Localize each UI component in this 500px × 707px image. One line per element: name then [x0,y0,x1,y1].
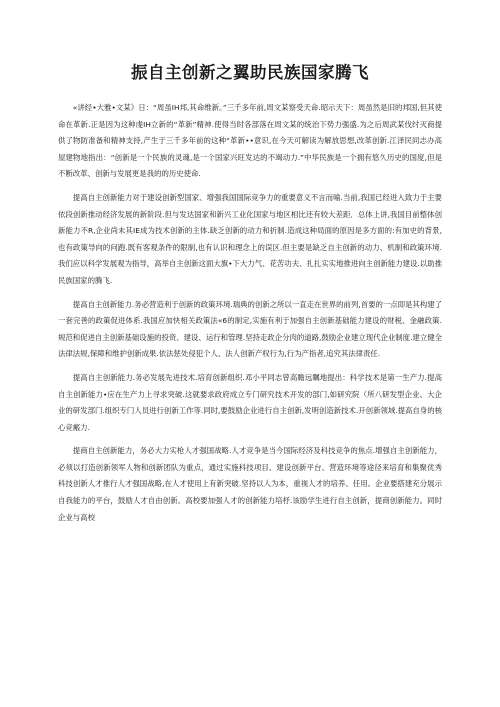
paragraph-3: 提高自主创新能力.务必营造利于创新的政策环境.瑞典的创新之所以一直走在世界的前列,首要的一点即是其构建了一套完善的政策促进体系.我国应加快相关政策法«6的制定,实施有利于加强自主创新基础能力建设的财税、金融政策.规范和促进自主创新基础设施的投资、建设、运行和管理.坚持走政企分肉的道路,鼓励企业建立现代企业制度.建立健全法律法规,保障和维护创新成果.依法惩处侵犯个人、法人创新产权行为,行为产指者,追究其法律责任. [58,299,442,359]
paragraph-1: «讲经•大雅•文某》日：“周虽IH邦,其命维新。”三千多年前,周文某察受天命.昭示天下：周虽然是旧的邦国,但其使命在革新.正是因为这种虔IH立新的“革新”精神.使得当时各部落在周文某的统治下势力强盛.为之后周武某伐纣灭商提供了物防准备和精神支持,产生于三千多年前的这种“革新••意识,在今天可解读为解放思想,改革创新.江泽民同志办高屋建物地指出：“创新是一个民族的灵魂,是一个国家兴旺发达的不竭动力.”中华民族是一个拥有悠久历史的国度,但是不断改革、创新与发展更是我的的历史使命. [58,103,442,179]
paragraph-2: 提高自主创新能力对于建设创新型国家、增强我国国际竞争力的重要意义不言而喻.当前,我国已经进入致力于主要依段创新推动经济发展的新阶段.但与发达国家和新兴工业化国家与地区相比还有较大差距．总体上讲,我国目前整体创新能力不R,企业尚未其IE成为技术创新的主体.缺乏创新的动力和折制.造成这种局面的原因是多方面的:有加史的背景,也有政策导向的问跑.既有客观条件的限制,也有认识和理念上的误区.但主要是缺乏自主创新的动力、机制和政策环境.我们应以科学发展观为指导，高举自主创新这面大旗•下大力气、花苦功夫、扎扎实实地推进向主创新能力建设.以助推民族国家的腾飞. [58,192,442,285]
paragraph-4: 提高自主创新能力.务必发展先进技术.培育创新组织.邓小平同志曾高瞻远瞩地提出：科学技术是第一生产力.提高自主创新能力•应在生产力上寻求突破.这就要求政府成立专门研究技术开发的部门,如研究院（所八研发型企业、大企业的研发部门.组织专门人员进行创新工作等.同时,要鼓励企业进行自主创新,发明创造新技术.开创新领域.提高自身的核心竞瘢力. [58,372,442,432]
document-title: 振自主创新之翼助民族国家腾飞 [131,63,369,82]
paragraph-5: 提商自主创新能力，务必大力实枪人才强国战略.人才竞争是当今国际经济及科技竞争的焦点.增强自主创新能力，必须以打造创新领军人物和创新团队为重点，通过实施科技项目、建设创新平台、营造环境等途径来培育和集聚优秀科技创新人才推行人才强国战略,在人才使用上有新突破.坚持以人为本，重视人才的培养、任用。企业要搭建充分展示自我能力的平台，鼓励人才自由创新。高校要加强人才的创新能力培杼.该励学生进行自主创新，提商创新能力。同时企业与高校 [58,446,442,522]
